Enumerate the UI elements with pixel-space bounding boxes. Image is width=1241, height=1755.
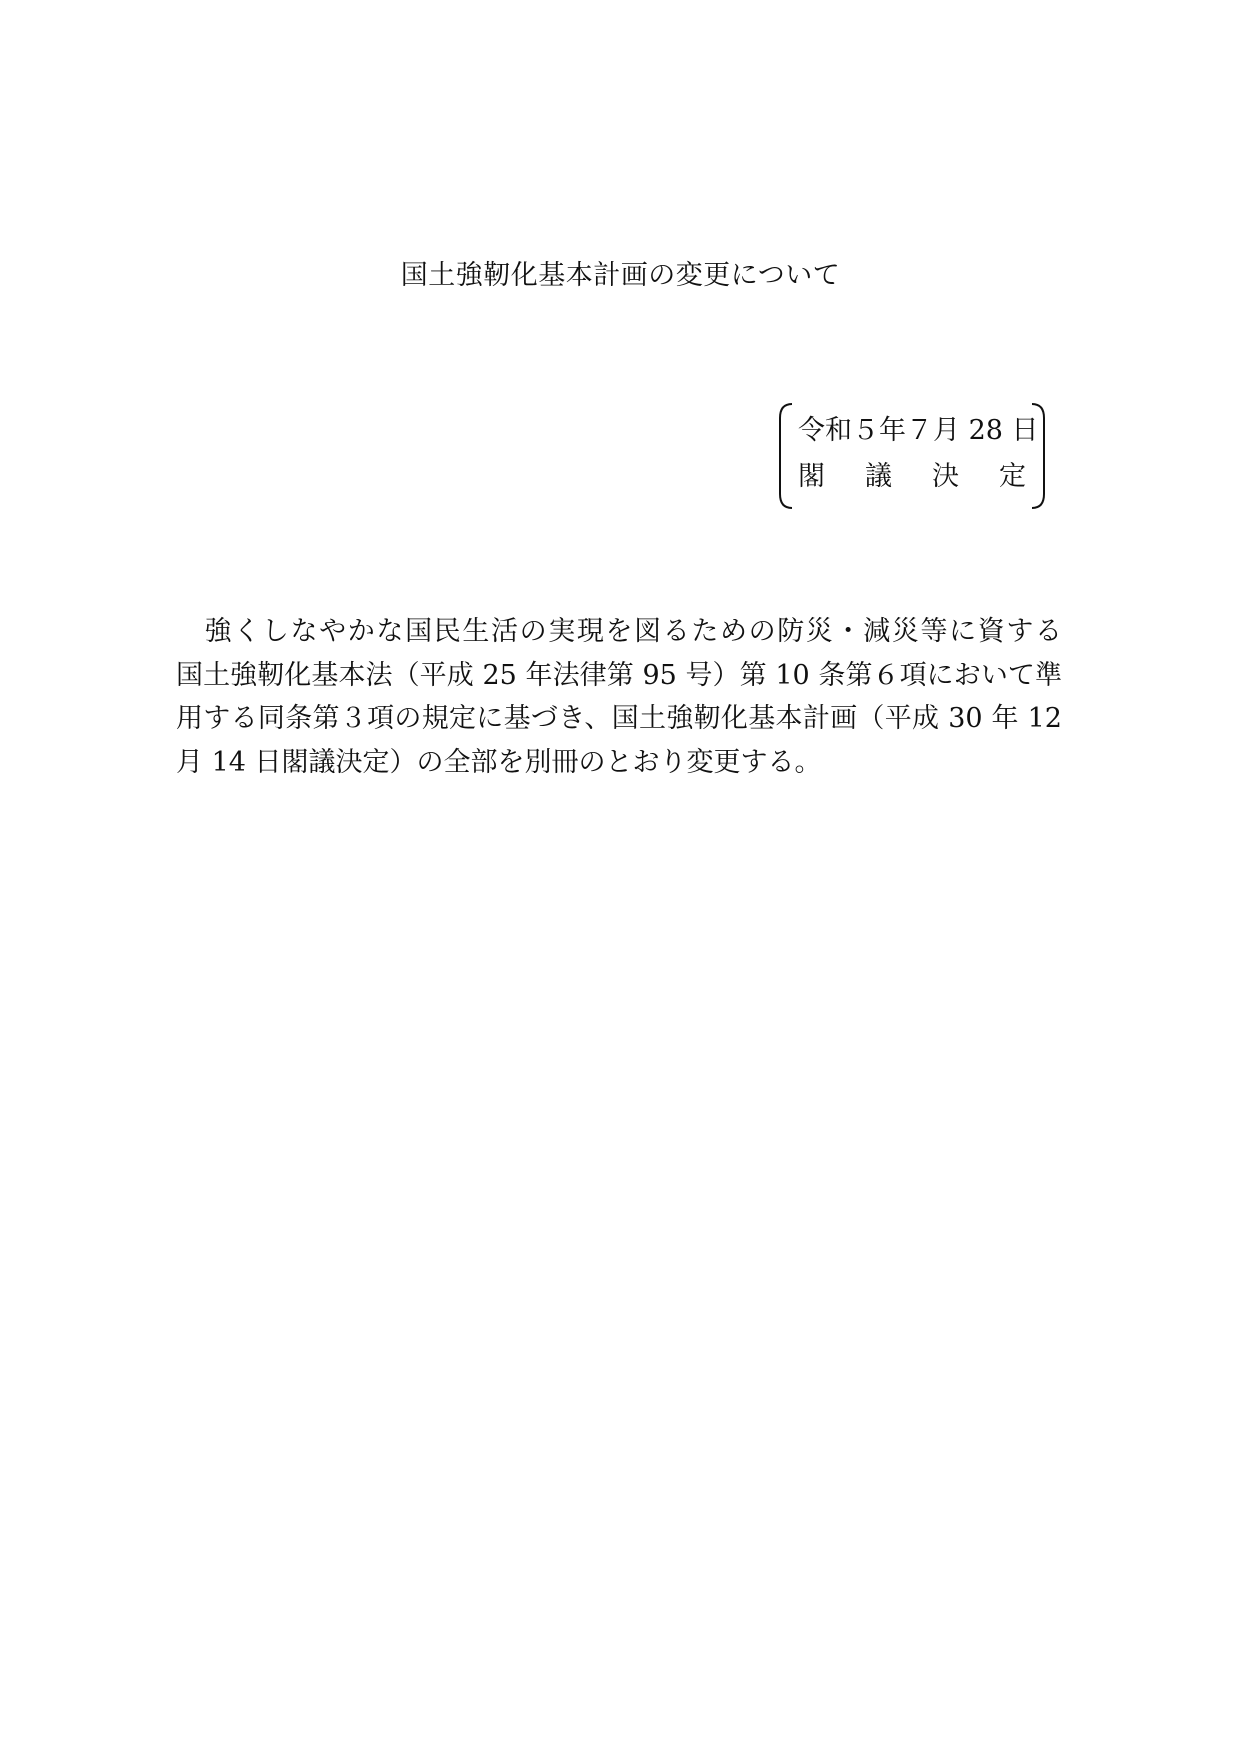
body-line: 国土強靭化基本法（平成 25 年法律第 95 号）第 10 条第６項において準 (176, 659, 1062, 691)
body-line: 月 14 日閣議決定）の全部を別冊のとおり変更する。 (176, 746, 822, 778)
decision-date: 令和５年７月 28 日 (798, 415, 1039, 446)
decision-stamp-box (776, 402, 1048, 510)
document-title: 国土強靭化基本計画の変更について (400, 260, 841, 291)
left-bracket-icon (776, 402, 794, 510)
body-line: 用する同条第３項の規定に基づき、国土強靭化基本計画（平成 30 年 12 (176, 703, 1062, 734)
decision-type-char: 閣 (798, 461, 825, 492)
decision-type-char: 決 (932, 461, 959, 492)
right-bracket-icon (1030, 402, 1048, 510)
body-line: 強くしなやかな国民生活の実現を図るための防災・減災等に資する (176, 616, 1062, 647)
body-paragraph (176, 610, 1062, 784)
decision-type-char: 議 (865, 461, 892, 492)
decision-type (794, 458, 1030, 496)
decision-type-char: 定 (999, 461, 1026, 492)
